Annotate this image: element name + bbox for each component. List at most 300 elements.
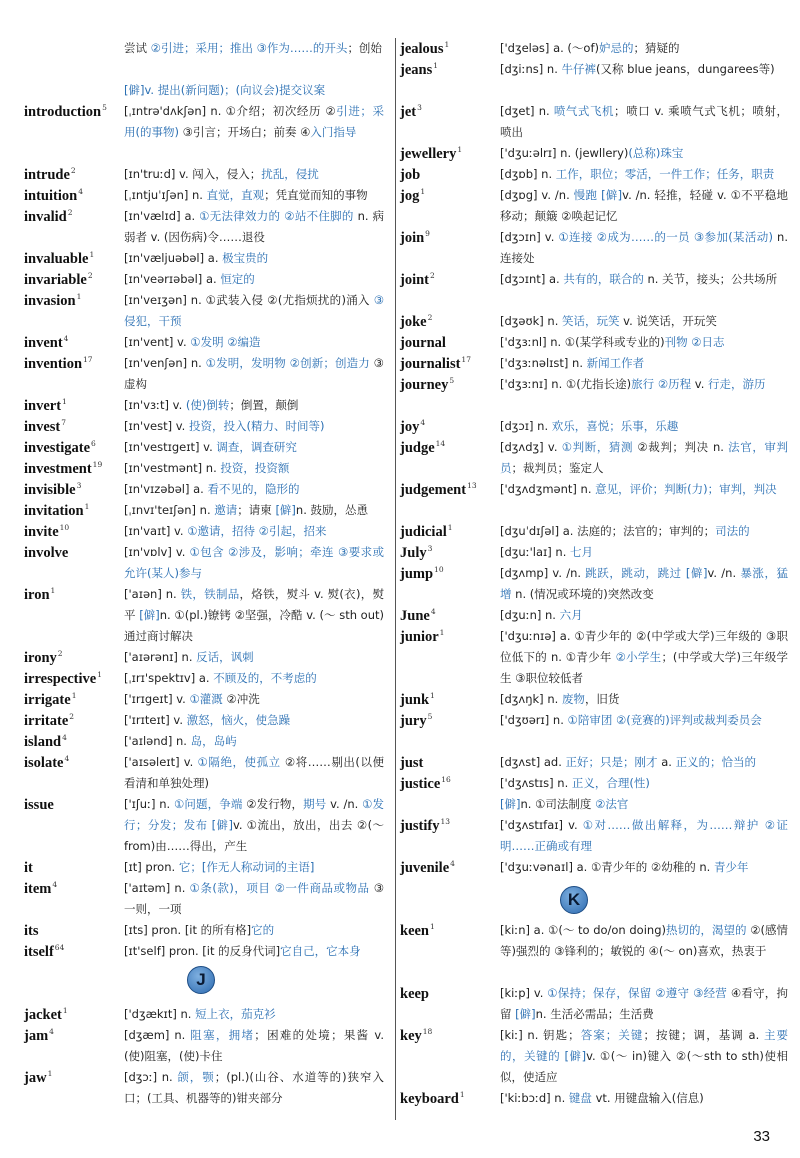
headword: judgement [400, 482, 467, 498]
page-number: 33 [753, 1128, 770, 1145]
definition-text: ['dʒʊərɪ] n. [500, 713, 568, 727]
headword-cell [400, 920, 496, 942]
definition [500, 794, 788, 815]
definition-text: [dʒæm] n. [124, 1028, 191, 1042]
headword: jet [400, 104, 417, 120]
highlighted-sense: ①对……做出解释，为……辩护 ②证明……正确或有理 [500, 818, 788, 853]
definition-text: [dʒɔɪnt] a. [500, 272, 564, 286]
frequency-count: 1 [457, 144, 463, 154]
definition-text: [kiːn] a. ①(～ to do/on doing) [500, 923, 666, 937]
definition-text: ['dʒʌdʒmənt] n. [500, 482, 596, 496]
headword: irrespective [24, 671, 97, 687]
highlighted-sense: 答案；关键 [579, 1028, 644, 1042]
highlighted-sense: 引进；采用(的事物) [124, 104, 384, 139]
headword: jump [400, 566, 434, 582]
definition-text: [dʒiːns] n. [500, 62, 562, 76]
definition-text: ；倒置，颠倒 [229, 398, 299, 412]
headword-cell [400, 752, 496, 774]
definition [500, 920, 788, 962]
definition-text: [dʒʌŋk] n. [500, 692, 562, 706]
highlighted-sense: ①陪审团 ②(竞赛的)评判或裁判委员会 [567, 713, 762, 727]
headword-cell [24, 710, 119, 732]
definition [124, 332, 384, 353]
frequency-count: 4 [62, 732, 67, 742]
definition [124, 248, 384, 269]
definition-text: [dʒəʊk] n. [500, 314, 563, 328]
highlighted-sense: 正义，合理(性) [571, 776, 650, 790]
highlighted-sense: [僻] [211, 818, 233, 832]
headword-cell [400, 626, 496, 648]
definition-text: [ˌɪntrə'dʌkʃən] n. ①介绍；初次经历 ② [124, 104, 337, 118]
headword-cell [24, 1067, 119, 1089]
headword: intuition [24, 188, 78, 204]
headword-cell [24, 731, 119, 753]
headword-cell [400, 38, 496, 60]
frequency-count: 4 [52, 879, 58, 889]
definition [124, 689, 384, 710]
highlighted-sense: [僻] [515, 1007, 536, 1021]
definition-text: (又称 blue jeans，dungarees等) [596, 62, 775, 76]
frequency-count: 2 [70, 165, 76, 175]
frequency-count: 1 [97, 669, 102, 679]
headword: island [24, 734, 62, 750]
headword: join [400, 230, 425, 246]
highlighted-sense: ①发明 ②编造 [190, 335, 261, 349]
frequency-count: 5 [449, 375, 455, 385]
definition [124, 1004, 384, 1025]
frequency-count: 5 [102, 102, 107, 112]
definition-text: ['dʒækɪt] n. [124, 1007, 196, 1021]
definition-text: v. /n. [707, 566, 741, 580]
highlighted-sense: 调查，调查研究 [216, 440, 297, 454]
headword: invert [24, 398, 62, 414]
definition-text: n. (情况或环境的)突然改变 [511, 587, 654, 601]
definition-text: n. 关节，接头；公共场所 [643, 272, 778, 286]
headword-cell [24, 353, 119, 375]
frequency-count: 18 [422, 1026, 433, 1036]
frequency-count: 1 [447, 522, 453, 532]
definition-text: ['ɪrɪteɪt] v. [124, 713, 187, 727]
definition-text: [dʒʌdʒ] v. [500, 440, 562, 454]
frequency-count: 4 [450, 858, 455, 868]
highlighted-sense: [僻] [601, 188, 623, 202]
definition-text: ['aɪlənd] n. [124, 734, 191, 748]
column-divider [395, 38, 396, 1120]
highlighted-sense: (总称)珠宝 [628, 146, 684, 160]
highlighted-sense: 邀请 [214, 503, 238, 517]
headword-cell [24, 689, 119, 711]
headword: invent [24, 335, 63, 351]
headword-cell [24, 332, 119, 354]
headword-cell [400, 521, 496, 543]
definition-text: ③虚构 [124, 356, 384, 391]
headword: keep [400, 986, 429, 1002]
definition [124, 80, 384, 101]
definition-text: v. /n. [326, 797, 363, 811]
frequency-count: 16 [441, 774, 451, 784]
definition-text: [dʒet] n. [500, 104, 554, 118]
highlighted-sense: 入门指导 [310, 125, 357, 139]
highlighted-sense: 青少年 [713, 860, 749, 874]
definition-text: [ɪn'vestmənt] n. [124, 461, 221, 475]
highlighted-sense: 扰乱，侵扰 [261, 167, 319, 181]
definition-text: ；裁判员；鉴定人 [511, 461, 604, 475]
frequency-count: 4 [420, 417, 426, 427]
headword: investment [24, 461, 92, 477]
frequency-count: 17 [461, 354, 471, 364]
highlighted-sense: 妒忌的 [599, 41, 634, 55]
definition-text: ['dʒuːnɪə] a. ①青少年的 ②(中学或大学)三年级的 ③职位低下的 n. ①青少年 [500, 629, 788, 664]
frequency-count: 4 [63, 333, 69, 343]
headword-cell [24, 416, 119, 438]
headword: jacket [24, 1007, 62, 1023]
headword: it [24, 860, 33, 876]
definition [124, 269, 384, 290]
headword: job [400, 167, 421, 183]
highlighted-sense: 颌，颚 [177, 1070, 215, 1084]
highlighted-sense: 主要的，关键的 [500, 1028, 789, 1063]
headword-cell [24, 437, 119, 459]
highlighted-sense: 直觉，直观 [206, 188, 265, 202]
frequency-count: 6 [91, 438, 96, 448]
definition [500, 101, 788, 143]
definition [500, 269, 788, 290]
highlighted-sense: 六月 [559, 608, 583, 622]
highlighted-sense: ①隔绝，使孤立 [197, 755, 281, 769]
definition-text: [ˌɪrɪ'spektɪv] a. [124, 671, 214, 685]
headword-cell [400, 59, 496, 81]
definition [124, 878, 384, 920]
headword: jury [400, 713, 427, 729]
highlighted-sense: 笑话，玩笑 [562, 314, 620, 328]
headword-cell [400, 710, 496, 732]
definition-text: n. 生活必需品；生活费 [535, 1007, 654, 1021]
headword: junior [400, 629, 439, 645]
highlighted-sense: 恒定的 [220, 272, 255, 286]
definition-text: [ɪn'vælɪd] a. [124, 209, 200, 223]
headword-cell [24, 164, 119, 186]
highlighted-sense: [僻] [564, 1049, 587, 1063]
highlighted-sense: ①保持；保存，保留 ②遵守 ③经营 [547, 986, 727, 1000]
headword: joint [400, 272, 429, 288]
highlighted-sense: ①邀请，招待 ②引起，招来 [187, 524, 327, 538]
headword-cell [24, 857, 119, 879]
headword: journey [400, 377, 449, 393]
headword: junk [400, 692, 430, 708]
definition [500, 983, 788, 1025]
definition-text: ['aɪən] n. [124, 587, 181, 601]
highlighted-sense: 激怒，恼火，使急躁 [186, 713, 291, 727]
definition [500, 752, 788, 773]
headword: jaw [24, 1070, 47, 1086]
headword-cell [400, 416, 496, 438]
frequency-count: 14 [435, 438, 446, 448]
definition-text: v. [691, 377, 709, 391]
headword-cell [24, 584, 119, 606]
highlighted-sense: 正好；只是；刚才 [565, 755, 658, 769]
definition-text: [dʒʌmp] v. /n. [500, 566, 586, 580]
definition-text: [ɪn'veɪʒən] n. ①武装入侵 ②(尤指烦扰的)涌入 [124, 293, 374, 307]
headword-cell [24, 479, 119, 501]
definition [500, 605, 788, 626]
frequency-count: 1 [71, 690, 77, 700]
frequency-count: 1 [50, 585, 56, 595]
headword-cell [400, 983, 496, 1005]
definition-text: ②裁判；判决 n. [633, 440, 729, 454]
highlighted-sense: ①发行；分发；发布 [124, 797, 385, 832]
headword: irrigate [24, 692, 71, 708]
headword-cell [24, 542, 119, 564]
definition-text: vt. 用键盘输入(信息) [591, 1091, 704, 1105]
definition [124, 101, 384, 143]
highlighted-sense: 阻塞，拥堵 [190, 1028, 255, 1042]
definition [500, 332, 788, 353]
headword-cell [24, 521, 119, 543]
headword-cell [400, 689, 496, 711]
definition-text: ④看守，拘留 [500, 986, 788, 1021]
highlighted-sense: ①灌溉 [189, 692, 223, 706]
headword-cell [24, 878, 119, 900]
highlighted-sense: 牛仔裤 [561, 62, 597, 76]
highlighted-sense: (使)倒转 [185, 398, 230, 412]
definition-text: ['dʒuːvənaɪl] a. ①青少年的 ②幼稚的 n. [500, 860, 714, 874]
headword-cell [400, 185, 496, 207]
headword: invasion [24, 293, 76, 309]
definition [124, 941, 384, 962]
headword: June [400, 608, 430, 624]
definition [500, 164, 788, 185]
definition [124, 1025, 384, 1067]
highlighted-sense: [僻] [500, 797, 521, 811]
frequency-count: 7 [61, 417, 67, 427]
definition-text: [ˌɪntjuˈɪʃən] n. [124, 188, 207, 202]
headword: involve [24, 545, 69, 561]
headword: just [400, 755, 424, 771]
headword: judge [400, 440, 435, 456]
headword-cell [400, 164, 496, 186]
definition-text: v. 说笑话，开玩笑 [619, 314, 717, 328]
definition [500, 521, 788, 542]
highlighted-sense: 欢乐，喜悦；乐事，乐趣 [551, 419, 679, 433]
headword-cell [400, 227, 496, 249]
headword-cell [24, 920, 119, 942]
highlighted-sense: 七月 [570, 545, 594, 559]
definition-text: [dʒuː'laɪ] n. [500, 545, 571, 559]
frequency-count: 9 [425, 228, 430, 238]
definition-text: [dʒɔɪ] n. [500, 419, 552, 433]
definition [124, 647, 384, 668]
headword-cell [24, 752, 119, 774]
definition-text: [kiː] n. 钥匙； [500, 1028, 580, 1042]
definition-text: ③引言；开场白；前奏 ④ [178, 125, 311, 139]
definition [124, 206, 384, 248]
highlighted-sense: 意见，评价；判断(力)；审判，判决 [595, 482, 777, 496]
headword: invention [24, 356, 83, 372]
highlighted-sense: ①包含 ②涉及，影响；牵连 ③要求或允许(某人)参与 [124, 545, 384, 580]
frequency-count: 2 [87, 270, 93, 280]
definition [124, 668, 384, 689]
definition-text: ['ɪʃuː] n. [124, 797, 174, 811]
headword-cell [24, 1025, 119, 1047]
definition-text: [ɪn'vent] v. [124, 335, 191, 349]
definition-text: ['dʒuːəlrɪ] n. (jewllery) [500, 146, 629, 160]
frequency-count: 19 [92, 459, 103, 469]
definition-text: v. /n. 轻推，轻碰 v. ①不平稳地移动；颠簸 ②唤起记忆 [500, 188, 789, 223]
definition-text: ['dʒeləs] a. (～of) [500, 41, 599, 55]
headword: jog [400, 188, 420, 204]
frequency-count: 4 [49, 1026, 54, 1036]
definition-text: [dʒɒg] v. /n. [500, 188, 574, 202]
definition-text: v. ①(～ in)键入 ②(～sth to sth)使相似，使适应 [500, 1049, 788, 1084]
highlighted-sense: ①连接 ②成为……的一员 ③参加(某活动) [558, 230, 774, 244]
headword-cell [400, 605, 496, 627]
definition [500, 689, 788, 710]
frequency-count: 1 [420, 186, 426, 196]
headword: irony [24, 650, 57, 666]
definition [500, 416, 788, 437]
definition-text: [dʒɔː] n. [124, 1070, 178, 1084]
headword-cell [400, 353, 496, 375]
highlighted-sense: 它的 [251, 923, 275, 937]
headword: jealous [400, 41, 444, 57]
section-letter-badge: J [187, 966, 215, 994]
headword-cell [24, 1004, 119, 1026]
definition [124, 395, 384, 416]
definition-text: ②冲洗 [222, 692, 260, 706]
definition [500, 815, 788, 857]
definition [500, 1088, 788, 1109]
frequency-count: 3 [76, 480, 82, 490]
highlighted-sense: ①判断，猜测 [561, 440, 634, 454]
definition-text: ；(中学或大学)三年级学生 ③职位较低者 [500, 650, 788, 685]
definition-text: ②发行物， [242, 797, 304, 811]
definition [124, 185, 384, 206]
headword-cell [24, 269, 119, 291]
definition-text: [ɪn'vest] v. [124, 419, 189, 433]
highlighted-sense: 共有的，联合的 [563, 272, 644, 286]
headword-cell [400, 311, 496, 333]
headword: invalid [24, 209, 67, 225]
highlighted-sense: 投资，投入(精力、时间等) [188, 419, 325, 433]
frequency-count: 2 [69, 711, 75, 721]
frequency-count: 1 [430, 690, 435, 700]
highlighted-sense: [僻] [275, 503, 296, 517]
definition [500, 857, 788, 878]
frequency-count: 13 [467, 480, 477, 490]
headword-cell [24, 395, 119, 417]
headword: invisible [24, 482, 76, 498]
headword-cell [400, 857, 496, 879]
headword-cell [24, 290, 119, 312]
headword: joy [400, 419, 420, 435]
definition [124, 500, 384, 521]
highlighted-sense: 短上衣，茄克衫 [195, 1007, 276, 1021]
frequency-count: 4 [430, 606, 436, 616]
headword-cell [24, 794, 119, 816]
frequency-count: 1 [84, 501, 90, 511]
definition-text: ；喷口 v. 乘喷气式飞机；喷射，喷出 [500, 104, 788, 139]
highlighted-sense: ③侵犯，干预 [124, 293, 384, 328]
headword-cell [24, 500, 119, 522]
highlighted-sense: ①条(款)，项目 ②一件商品或物品 [189, 881, 370, 895]
frequency-count: 1 [439, 627, 445, 637]
highlighted-sense: 不顾及的，不考虑的 [213, 671, 317, 685]
highlighted-sense: ①问题，争端 [173, 797, 243, 811]
definition [124, 542, 384, 584]
definition-text: ；凭直觉而知的事物 [264, 188, 368, 202]
frequency-count: 10 [434, 564, 444, 574]
definition-text: ，烙铁，熨斗 v. 熨(衣)，熨平 [124, 587, 384, 622]
headword: juvenile [400, 860, 450, 876]
highlighted-sense: ①发明，发明物 ②创新；创造力 [205, 356, 370, 370]
frequency-count: 64 [54, 942, 65, 952]
definition-text: [ɪts] pron. [it 的所有格] [124, 923, 252, 937]
headword-cell [24, 647, 119, 669]
definition [124, 920, 384, 941]
headword-cell [400, 374, 496, 396]
headword: its [24, 923, 39, 939]
definition-text: [ɪn'vaɪt] v. [124, 524, 188, 538]
highlighted-sense: 工作，职位；零活，一件工作；任务，职责 [555, 167, 775, 181]
headword-cell [24, 458, 119, 480]
highlighted-sense: 看不见的，隐形的 [207, 482, 300, 496]
definition-text: [dʒɔɪn] v. [500, 230, 559, 244]
definition [500, 773, 788, 794]
highlighted-sense: 投资，投资额 [220, 461, 290, 475]
highlighted-sense: [僻] [124, 83, 145, 97]
headword: keen [400, 923, 429, 939]
frequency-count: 3 [427, 543, 433, 553]
headword: intrude [24, 167, 70, 183]
definition-text: ['aɪtəm] n. [124, 881, 190, 895]
headword: invaluable [24, 251, 89, 267]
definition-text: ['dʒɜːnl] n. ①(某学科或专业的) [500, 335, 665, 349]
definition-text: [ɪn'vestɪgeɪt] v. [124, 440, 217, 454]
definition [500, 38, 788, 59]
frequency-count: 1 [89, 249, 95, 259]
definition [124, 857, 384, 878]
headword: isolate [24, 755, 64, 771]
definition-text: [ˌɪnvɪ'teɪʃən] n. [124, 503, 215, 517]
definition-text: [ɪn'truːd] v. 闯入，侵入； [124, 167, 262, 181]
definition [500, 542, 788, 563]
definition-text: n. 病弱者 v. (因伤病)令……退役 [124, 209, 384, 244]
definition [500, 479, 788, 500]
frequency-count: 2 [57, 648, 63, 658]
highlighted-sense: 刊物 ②日志 [664, 335, 725, 349]
highlighted-sense: 暴涨，猛增 [500, 566, 788, 601]
frequency-count: 2 [430, 270, 435, 280]
frequency-count: 3 [417, 102, 422, 112]
headword: iron [24, 587, 50, 603]
headword: journal [400, 335, 446, 351]
frequency-count: 1 [433, 60, 439, 70]
headword: key [400, 1028, 422, 1044]
headword: justify [400, 818, 440, 834]
highlighted-sense: 司法的 [715, 524, 750, 538]
definition-text: [dʒuˈdɪʃəl] a. 法庭的；法官的；审判的； [500, 524, 716, 538]
headword: judicial [400, 524, 447, 540]
frequency-count: 1 [62, 396, 67, 406]
definition [124, 521, 384, 542]
definition-text: [dʒɒb] n. [500, 167, 556, 181]
frequency-count: 1 [430, 921, 435, 931]
frequency-count: 1 [76, 291, 82, 301]
definition-text: 尝试 [124, 41, 151, 55]
definition-text: ②(感情等)强烈的 ③锋利的；敏锐的 ④(～ on)喜欢，热衷于 [500, 923, 789, 958]
headword-cell [400, 542, 496, 564]
definition-text: [ɪn'vɜːt] v. [124, 398, 186, 412]
